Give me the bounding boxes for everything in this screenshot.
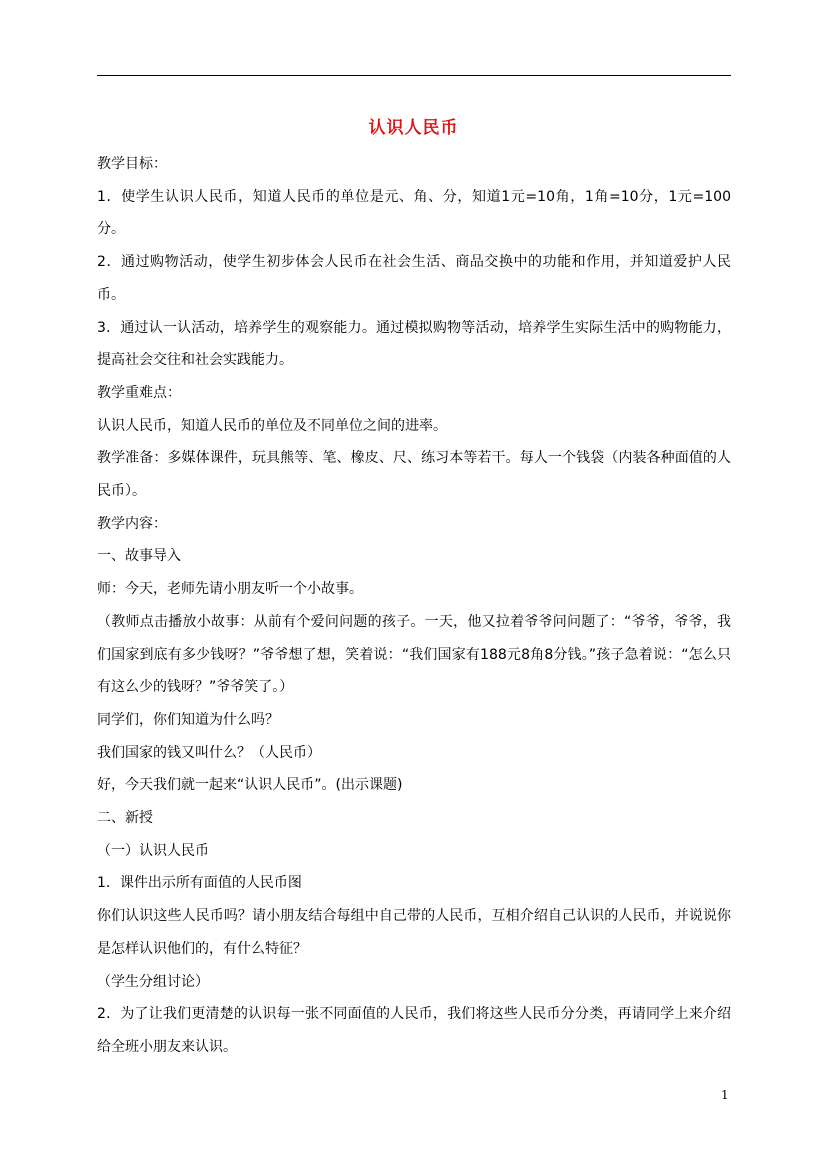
part-1-heading: 一、故事导入 — [97, 548, 181, 565]
objective-3: 3．通过认一认活动，培养学生的观察能力。通过模拟购物等活动，培养学生实际生活中的购物能力，提高社会交往和社会实践能力。 — [97, 319, 731, 369]
story-paragraph: （教师点击播放小故事：从前有个爱问问题的孩子。一天，他又拉着爷爷问问题了：“爷爷，爷爷，我们国家到底有多少钱呀？”爷爷想了想，笑着说：“我们国家有188元8角8分钱。”孩子急着说：“怎么只有这么少的钱呀？”爷爷笑了。） — [97, 613, 731, 696]
page-number: 1 — [721, 1088, 729, 1102]
part-2-heading: 二、新授 — [97, 810, 153, 827]
key-points-text: 认识人民币，知道人民币的单位及不同单位之间的进率。 — [97, 417, 447, 434]
document-title: 认识人民币 — [368, 118, 459, 138]
question-line-2: 我们国家的钱又叫什么？（人民币） — [97, 744, 321, 761]
topic-intro-line: 好，今天我们就一起来“认识人民币”。(出示课题) — [97, 777, 403, 794]
step-2-paragraph: 2．为了让我们更清楚的认识每一张不同面值的人民币，我们将这些人民币分分类，再请同学上来介绍给全班小朋友来认识。 — [97, 1006, 731, 1055]
document-body — [97, 148, 731, 1064]
objective-1: 1．使学生认识人民币，知道人民币的单位是元、角、分，知道1元=10角，1角=10分，1元=100分。 — [97, 188, 731, 238]
section-heading-content: 教学内容： — [97, 515, 167, 532]
question-line-1: 同学们，你们知道为什么吗？ — [97, 711, 279, 728]
group-discussion-note: （学生分组讨论） — [97, 973, 209, 990]
section-heading-objectives: 教学目标： — [97, 156, 167, 172]
step-1-line: 1．课件出示所有面值的人民币图 — [97, 875, 302, 892]
preparation-text: 教学准备：多媒体课件，玩具熊等、笔、橡皮、尺、练习本等若干。每人一个钱袋（内装各种面值的人民币）。 — [97, 450, 731, 500]
objective-2: 2．通过购物活动，使学生初步体会人民币在社会生活、商品交换中的功能和作用，并知道爱护人民币。 — [97, 254, 731, 303]
section-heading-key-points: 教学重难点： — [97, 384, 181, 401]
header-rule — [97, 75, 731, 76]
subsection-heading: （一）认识人民币 — [97, 842, 209, 859]
teacher-line: 师：今天，老师先请小朋友听一个小故事。 — [97, 581, 363, 598]
discussion-prompt: 你们认识这些人民币吗？请小朋友结合每组中自己带的人民币，互相介绍自己认识的人民币，并说说你是怎样认识他们的，有什么特征？ — [97, 908, 731, 957]
